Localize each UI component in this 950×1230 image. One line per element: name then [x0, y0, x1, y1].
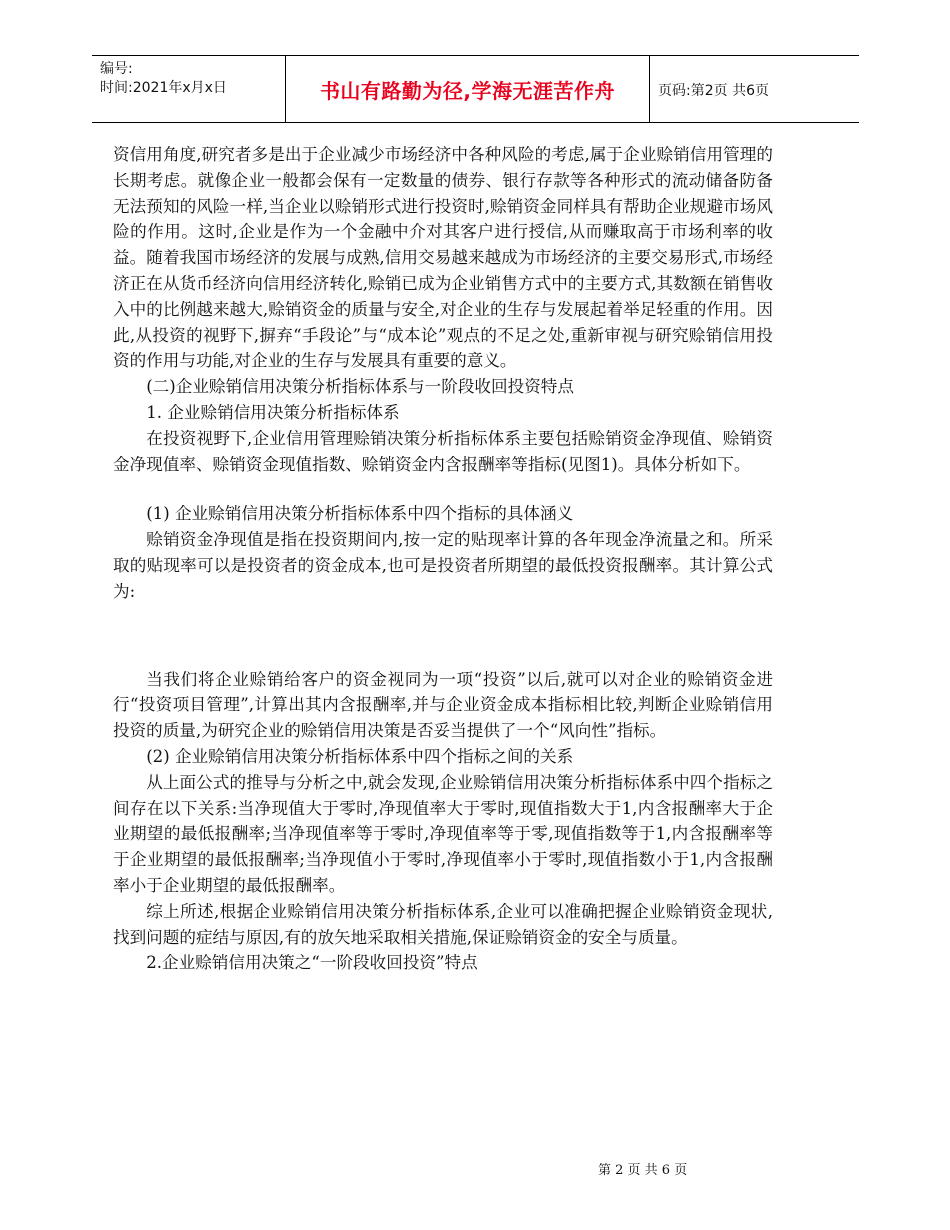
- document-body: [113, 142, 773, 976]
- section-heading-2: (二)企业赊销信用决策分析指标体系与一阶段收回投资特点: [146, 377, 574, 397]
- paragraph-summary: 综上所述,根据企业赊销信用决策分析指标体系,企业可以准确把握企业赊销资金现状,找到问题的症结与原因,有的放矢地采取相关措施,保证赊销资金的安全与质量。: [113, 901, 773, 947]
- paragraph-relations: 从上面公式的推导与分析之中,就会发现,企业赊销信用决策分析指标体系中四个指标之间存在以下关系:当净现值大于零时,净现值率大于零时,现值指数大于1,内含报酬率大于企业期望的最低报酬率;当净现值率等于零时,净现值率等于零,现值指数等于1,内含报酬率等于企业期望的最低报酬率;当净现值小于零时,净现值率小于零时,现值指数小于1,内含报酬率小于企业期望的最低报酬率。: [113, 772, 773, 895]
- document-number-label: 编号:: [100, 61, 133, 77]
- paragraph-irr: 当我们将企业赊销给客户的资金视同为一项“投资”以后,就可以对企业的赊销资金进行“投资项目管理”,计算出其内含报酬率,并与企业资金成本指标相比较,判断企业赊销信用投资的质量,为研究企业的赊销信用决策是否妥当提供了一个“风向性”指标。: [113, 669, 773, 741]
- header-motto: 书山有路勤为径,学海无涯苦作舟: [319, 78, 616, 103]
- page-footer: 第 2 页 共 6 页: [598, 1163, 688, 1178]
- header-motto-cell: [285, 56, 650, 122]
- subsection-heading-1: 1. 企业赊销信用决策分析指标体系: [146, 402, 400, 422]
- page-header: [92, 55, 859, 123]
- document-time-label: 时间:2021年x月x日: [100, 80, 227, 96]
- paragraph-continuation: 资信用角度,研究者多是出于企业减少市场经济中各种风险的考虑,属于企业赊销信用管理的长期考虑。就像企业一般都会保有一定数量的债券、银行存款等各种形式的流动储备防备无法预知的风险一样,当企业以赊销形式进行投资时,赊销资金同样具有帮助企业规避市场风险的作用。这时,企业是作为一个金融中介对其客户进行授信,从而赚取高于市场利率的收益。随着我国市场经济的发展与成熟,信用交易越来越成为市场经济的主要交易形式,市场经济正在从货币经济向信用经济转化,赊销已成为企业销售方式中的主要方式,其数额在销售收入中的比例越来越大,赊销资金的质量与安全,对企业的生存与发展起着举足轻重的作用。因此,从投资的视野下,摒弃“手段论”与“成本论”观点的不足之处,重新审视与研究赊销信用投资的作用与功能,对企业的生存与发展具有重要的意义。: [113, 145, 773, 371]
- header-page-number: 页码:第2页 共6页: [658, 83, 769, 99]
- formula-placeholder: [113, 605, 773, 667]
- item-heading-2: (2) 企业赊销信用决策分析指标体系中四个指标之间的关系: [146, 746, 574, 766]
- subsection-heading-2: 2.企业赊销信用决策之“一阶段收回投资”特点: [146, 953, 478, 973]
- blank-line: [113, 477, 773, 501]
- header-meta: [100, 60, 227, 98]
- paragraph-indicator-system: 在投资视野下,企业信用管理赊销决策分析指标体系主要包括赊销资金净现值、赊销资金净现值率、赊销资金现值指数、赊销资金内含报酬率等指标(见图1)。具体分析如下。: [113, 428, 773, 474]
- paragraph-npv-definition: 赊销资金净现值是指在投资期间内,按一定的贴现率计算的各年现金净流量之和。所采取的贴现率可以是投资者的资金成本,也可是投资者所期望的最低投资报酬率。其计算公式为:: [113, 530, 773, 601]
- item-heading-1: (1) 企业赊销信用决策分析指标体系中四个指标的具体涵义: [146, 504, 574, 524]
